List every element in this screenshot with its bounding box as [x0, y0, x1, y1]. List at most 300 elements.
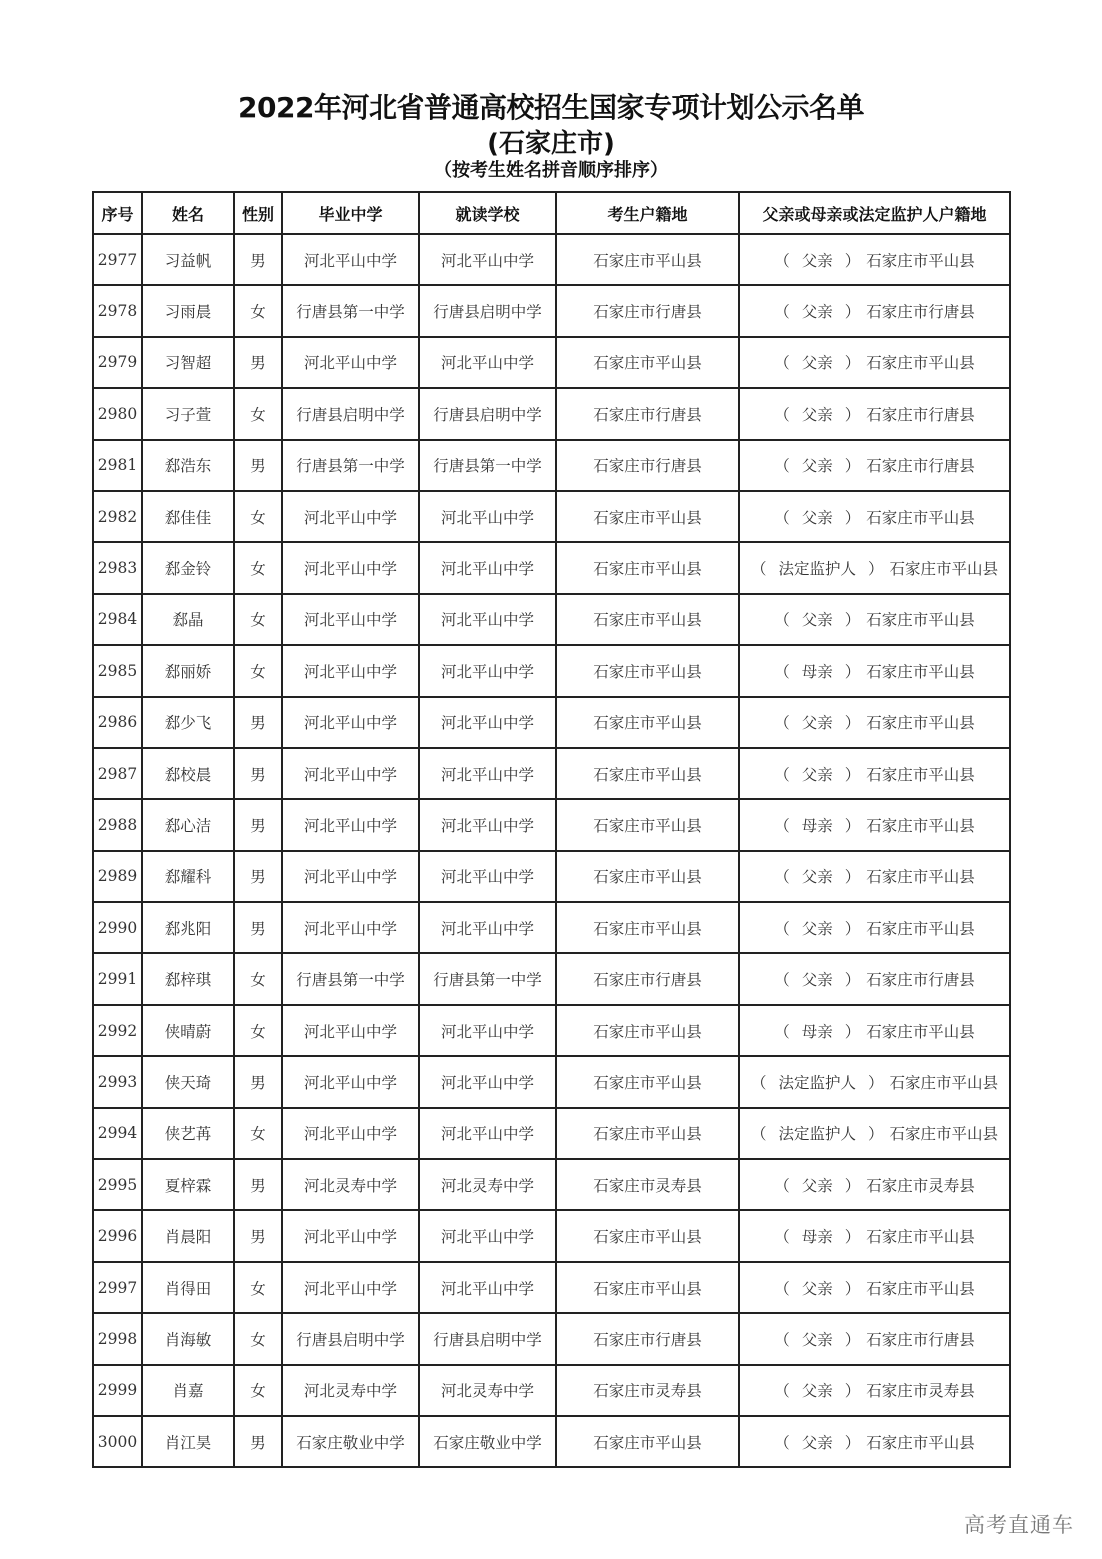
guardian-hukou-value: 石家庄市平山县: [866, 919, 975, 938]
cell-name: 习雨晨: [142, 285, 234, 336]
cell-name: 侠晴蔚: [142, 1005, 234, 1056]
cell-gender: 男: [234, 1210, 282, 1261]
column-header-name: 姓名: [142, 192, 234, 234]
guardian-hukou-value: 石家庄市行唐县: [866, 405, 975, 424]
cell-seq: 2985: [93, 645, 142, 696]
cell-name: 侠天琦: [142, 1056, 234, 1107]
cell-hukou: 石家庄市平山县: [556, 234, 739, 285]
guardian-hukou-value: 石家庄市平山县: [889, 560, 999, 579]
cell-grad-school: 河北平山中学: [282, 1005, 419, 1056]
table-row: [93, 1159, 1010, 1210]
guardian-relation: 法定监护人: [778, 1073, 856, 1092]
cell-current-school: 河北平山中学: [419, 902, 556, 953]
cell-name: 侠艺苒: [142, 1108, 234, 1159]
cell-hukou: 石家庄市平山县: [556, 645, 739, 696]
cell-current-school: 河北平山中学: [419, 491, 556, 542]
paren-open: （: [774, 1176, 790, 1195]
cell-grad-school: 河北平山中学: [282, 491, 419, 542]
cell-hukou: 石家庄市平山县: [556, 1416, 739, 1467]
cell-name: 肖晨阳: [142, 1210, 234, 1261]
guardian-relation: 父亲: [801, 405, 833, 424]
cell-grad-school: 河北平山中学: [282, 902, 419, 953]
paren-close: ）: [844, 611, 861, 630]
cell-gender: 男: [234, 337, 282, 388]
cell-seq: 2997: [93, 1262, 142, 1313]
paren-close: ）: [868, 1125, 884, 1144]
cell-guardian-hukou: [739, 953, 1010, 1004]
cell-seq: 2993: [93, 1056, 142, 1107]
table-row: [93, 1056, 1010, 1107]
paren-close: ）: [844, 508, 861, 527]
table-row: [93, 388, 1010, 439]
cell-gender: 女: [234, 953, 282, 1004]
document-subtitle: (石家庄市): [487, 129, 615, 159]
column-header-current-school: 就读学校: [419, 192, 556, 234]
cell-seq: 2978: [93, 285, 142, 336]
guardian-relation: 母亲: [801, 816, 833, 835]
guardian-hukou-value: 石家庄市平山县: [866, 765, 975, 784]
column-header-grad-school: 毕业中学: [282, 192, 419, 234]
cell-hukou: 石家庄市平山县: [556, 491, 739, 542]
table-row: [93, 1416, 1010, 1467]
cell-gender: 男: [234, 799, 282, 850]
cell-grad-school: 河北平山中学: [282, 799, 419, 850]
guardian-relation: 父亲: [801, 1330, 833, 1349]
paren-close: ）: [844, 1279, 861, 1298]
cell-name: 郄心洁: [142, 799, 234, 850]
table-row: [93, 902, 1010, 953]
guardian-relation: 父亲: [801, 611, 833, 630]
guardian-hukou-value: 石家庄市灵寿县: [866, 1382, 975, 1401]
table-row: [93, 440, 1010, 491]
cell-grad-school: 河北平山中学: [282, 697, 419, 748]
guardian-hukou-value: 石家庄市行唐县: [866, 457, 975, 476]
cell-current-school: 河北平山中学: [419, 748, 556, 799]
cell-current-school: 行唐县启明中学: [419, 388, 556, 439]
cell-grad-school: 行唐县启明中学: [282, 388, 419, 439]
cell-current-school: 河北平山中学: [419, 337, 556, 388]
cell-guardian-hukou: [739, 851, 1010, 902]
paren-open: （: [774, 971, 790, 990]
cell-current-school: 河北平山中学: [419, 1056, 556, 1107]
cell-guardian-hukou: [739, 542, 1010, 593]
table-row: [93, 697, 1010, 748]
cell-hukou: 石家庄市平山县: [556, 1262, 739, 1313]
cell-gender: 女: [234, 285, 282, 336]
guardian-hukou-value: 石家庄市平山县: [866, 508, 975, 527]
cell-seq: 2995: [93, 1159, 142, 1210]
cell-current-school: 河北平山中学: [419, 851, 556, 902]
table-row: [93, 234, 1010, 285]
cell-seq: 2983: [93, 542, 142, 593]
cell-guardian-hukou: [739, 697, 1010, 748]
cell-name: 郄丽娇: [142, 645, 234, 696]
cell-current-school: 河北平山中学: [419, 594, 556, 645]
paren-close: ）: [844, 251, 861, 270]
paren-open: （: [774, 816, 790, 835]
cell-name: 习智超: [142, 337, 234, 388]
cell-grad-school: 行唐县第一中学: [282, 440, 419, 491]
cell-guardian-hukou: [739, 1313, 1010, 1364]
paren-open: （: [750, 560, 767, 579]
guardian-hukou-value: 石家庄市平山县: [866, 354, 975, 373]
cell-seq: 2992: [93, 1005, 142, 1056]
cell-gender: 女: [234, 1365, 282, 1416]
table-row: [93, 1313, 1010, 1364]
paren-open: （: [774, 508, 790, 527]
guardian-hukou-value: 石家庄市行唐县: [866, 1330, 975, 1349]
cell-seq: 2988: [93, 799, 142, 850]
cell-seq: 2994: [93, 1108, 142, 1159]
cell-guardian-hukou: [739, 285, 1010, 336]
guardian-hukou-value: 石家庄市平山县: [866, 1433, 975, 1452]
cell-gender: 女: [234, 645, 282, 696]
cell-grad-school: 河北灵寿中学: [282, 1365, 419, 1416]
guardian-relation: 法定监护人: [778, 560, 856, 579]
paren-close: ）: [844, 816, 861, 835]
cell-seq: 2984: [93, 594, 142, 645]
guardian-hukou-value: 石家庄市平山县: [889, 1125, 999, 1144]
cell-grad-school: 河北平山中学: [282, 1210, 419, 1261]
cell-current-school: 河北平山中学: [419, 799, 556, 850]
cell-grad-school: 行唐县第一中学: [282, 953, 419, 1004]
paren-open: （: [774, 405, 790, 424]
cell-name: 郄兆阳: [142, 902, 234, 953]
paren-close: ）: [844, 303, 861, 322]
cell-grad-school: 河北平山中学: [282, 851, 419, 902]
cell-seq: 2987: [93, 748, 142, 799]
table-row: [93, 542, 1010, 593]
cell-seq: 2996: [93, 1210, 142, 1261]
cell-guardian-hukou: [739, 491, 1010, 542]
cell-name: 肖得田: [142, 1262, 234, 1313]
cell-current-school: 河北平山中学: [419, 1210, 556, 1261]
guardian-relation: 父亲: [801, 303, 833, 322]
cell-name: 夏梓霖: [142, 1159, 234, 1210]
cell-guardian-hukou: [739, 234, 1010, 285]
guardian-hukou-value: 石家庄市平山县: [866, 816, 975, 835]
paren-close: ）: [844, 971, 861, 990]
paren-open: （: [774, 251, 790, 270]
guardian-relation: 母亲: [801, 1228, 833, 1247]
cell-hukou: 石家庄市行唐县: [556, 440, 739, 491]
paren-close: ）: [844, 1176, 861, 1195]
paren-close: ）: [844, 1330, 861, 1349]
cell-seq: 2979: [93, 337, 142, 388]
cell-hukou: 石家庄市平山县: [556, 1108, 739, 1159]
table-row: [93, 1365, 1010, 1416]
paren-open: （: [774, 714, 790, 733]
cell-gender: 女: [234, 1262, 282, 1313]
column-header-guardian-hukou: 父亲或母亲或法定监护人户籍地: [739, 192, 1010, 234]
paren-close: ）: [844, 457, 861, 476]
cell-gender: 女: [234, 542, 282, 593]
guardian-relation: 父亲: [801, 868, 833, 887]
table-body: [93, 234, 1010, 1467]
cell-name: 郄校晨: [142, 748, 234, 799]
cell-name: 郄梓琪: [142, 953, 234, 1004]
cell-gender: 女: [234, 1005, 282, 1056]
guardian-relation: 法定监护人: [778, 1125, 856, 1144]
cell-guardian-hukou: [739, 748, 1010, 799]
cell-guardian-hukou: [739, 1056, 1010, 1107]
cell-name: 郄耀科: [142, 851, 234, 902]
cell-name: 肖江昊: [142, 1416, 234, 1467]
cell-current-school: 行唐县启明中学: [419, 1313, 556, 1364]
cell-hukou: 石家庄市行唐县: [556, 285, 739, 336]
cell-name: 郄少飞: [142, 697, 234, 748]
cell-guardian-hukou: [739, 440, 1010, 491]
cell-hukou: 石家庄市平山县: [556, 1210, 739, 1261]
cell-current-school: 行唐县启明中学: [419, 285, 556, 336]
paren-open: （: [774, 354, 790, 373]
paren-close: ）: [844, 919, 861, 938]
paren-close: ）: [868, 560, 884, 579]
column-header-seq: 序号: [93, 192, 142, 234]
table-row: [93, 491, 1010, 542]
guardian-hukou-value: 石家庄市平山县: [866, 251, 975, 270]
cell-grad-school: 河北平山中学: [282, 594, 419, 645]
cell-gender: 男: [234, 1159, 282, 1210]
table-row: [93, 1005, 1010, 1056]
guardian-hukou-value: 石家庄市平山县: [866, 714, 975, 733]
cell-guardian-hukou: [739, 645, 1010, 696]
cell-guardian-hukou: [739, 799, 1010, 850]
cell-current-school: 河北灵寿中学: [419, 1365, 556, 1416]
guardian-hukou-value: 石家庄市灵寿县: [866, 1176, 975, 1195]
cell-current-school: 河北平山中学: [419, 1005, 556, 1056]
paren-close: ）: [844, 1382, 861, 1401]
cell-gender: 男: [234, 234, 282, 285]
cell-guardian-hukou: [739, 1005, 1010, 1056]
table-row: [93, 1108, 1010, 1159]
guardian-relation: 父亲: [801, 1433, 833, 1452]
guardian-relation: 父亲: [801, 1176, 833, 1195]
cell-guardian-hukou: [739, 1262, 1010, 1313]
cell-grad-school: 河北灵寿中学: [282, 1159, 419, 1210]
cell-current-school: 河北灵寿中学: [419, 1159, 556, 1210]
cell-hukou: 石家庄市平山县: [556, 1005, 739, 1056]
cell-name: 郄金铃: [142, 542, 234, 593]
cell-hukou: 石家庄市平山县: [556, 851, 739, 902]
guardian-hukou-value: 石家庄市平山县: [889, 1073, 999, 1092]
table-row: [93, 285, 1010, 336]
cell-seq: 2982: [93, 491, 142, 542]
paren-open: （: [774, 611, 790, 630]
column-header-gender: 性别: [234, 192, 282, 234]
cell-name: 郄佳佳: [142, 491, 234, 542]
table-row: [93, 1262, 1010, 1313]
cell-seq: 3000: [93, 1416, 142, 1467]
cell-hukou: 石家庄市行唐县: [556, 953, 739, 1004]
paren-open: （: [774, 1433, 790, 1452]
cell-hukou: 石家庄市平山县: [556, 799, 739, 850]
paren-open: （: [774, 765, 790, 784]
cell-seq: 2980: [93, 388, 142, 439]
cell-current-school: 行唐县第一中学: [419, 953, 556, 1004]
cell-grad-school: 河北平山中学: [282, 1056, 419, 1107]
cell-seq: 2991: [93, 953, 142, 1004]
cell-guardian-hukou: [739, 1210, 1010, 1261]
cell-gender: 男: [234, 851, 282, 902]
cell-guardian-hukou: [739, 388, 1010, 439]
cell-seq: 2998: [93, 1313, 142, 1364]
cell-grad-school: 河北平山中学: [282, 337, 419, 388]
sort-note: （按考生姓名拼音顺序排序）: [434, 160, 668, 181]
guardian-relation: 父亲: [801, 457, 833, 476]
cell-guardian-hukou: [739, 594, 1010, 645]
document-title: 2022年河北省普通高校招生国家专项计划公示名单: [238, 91, 864, 124]
cell-hukou: 石家庄市平山县: [556, 697, 739, 748]
cell-hukou: 石家庄市灵寿县: [556, 1159, 739, 1210]
cell-seq: 2981: [93, 440, 142, 491]
cell-name: 习益帆: [142, 234, 234, 285]
cell-current-school: 行唐县第一中学: [419, 440, 556, 491]
column-header-hukou: 考生户籍地: [556, 192, 739, 234]
guardian-relation: 父亲: [801, 1279, 833, 1298]
guardian-relation: 父亲: [801, 919, 833, 938]
paren-open: （: [774, 303, 790, 322]
cell-hukou: 石家庄市平山县: [556, 1056, 739, 1107]
cell-gender: 女: [234, 388, 282, 439]
paren-open: （: [774, 1330, 790, 1349]
cell-hukou: 石家庄市平山县: [556, 902, 739, 953]
guardian-relation: 母亲: [801, 662, 833, 681]
cell-grad-school: 行唐县第一中学: [282, 285, 419, 336]
cell-guardian-hukou: [739, 1159, 1010, 1210]
cell-grad-school: 河北平山中学: [282, 1108, 419, 1159]
cell-seq: 2977: [93, 234, 142, 285]
cell-name: 郄晶: [142, 594, 234, 645]
guardian-relation: 母亲: [801, 1022, 833, 1041]
cell-hukou: 石家庄市平山县: [556, 542, 739, 593]
paren-open: （: [774, 457, 790, 476]
cell-guardian-hukou: [739, 337, 1010, 388]
paren-open: （: [774, 1382, 790, 1401]
cell-grad-school: 河北平山中学: [282, 645, 419, 696]
guardian-relation: 父亲: [801, 971, 833, 990]
cell-current-school: 河北平山中学: [419, 1262, 556, 1313]
cell-seq: 2986: [93, 697, 142, 748]
paren-close: ）: [844, 405, 861, 424]
table-row: [93, 748, 1010, 799]
cell-grad-school: 石家庄敬业中学: [282, 1416, 419, 1467]
cell-current-school: 河北平山中学: [419, 234, 556, 285]
table-header-row: [93, 192, 1010, 234]
cell-guardian-hukou: [739, 1416, 1010, 1467]
paren-close: ）: [844, 1433, 861, 1452]
cell-gender: 男: [234, 1056, 282, 1107]
guardian-relation: 父亲: [801, 508, 833, 527]
table-row: [93, 594, 1010, 645]
guardian-relation: 父亲: [801, 251, 833, 270]
cell-name: 肖嘉: [142, 1365, 234, 1416]
paren-close: ）: [844, 868, 861, 887]
cell-gender: 男: [234, 1416, 282, 1467]
cell-grad-school: 行唐县启明中学: [282, 1313, 419, 1364]
roster-table: [92, 191, 1011, 1468]
cell-grad-school: 河北平山中学: [282, 1262, 419, 1313]
paren-close: ）: [844, 765, 861, 784]
cell-name: 郄浩东: [142, 440, 234, 491]
cell-gender: 女: [234, 491, 282, 542]
guardian-hukou-value: 石家庄市平山县: [866, 1228, 975, 1247]
guardian-hukou-value: 石家庄市平山县: [866, 662, 975, 681]
paren-close: ）: [868, 1073, 884, 1092]
table-row: [93, 645, 1010, 696]
cell-gender: 女: [234, 1313, 282, 1364]
cell-gender: 女: [234, 594, 282, 645]
guardian-hukou-value: 石家庄市平山县: [866, 868, 975, 887]
cell-gender: 男: [234, 748, 282, 799]
cell-name: 肖海敏: [142, 1313, 234, 1364]
paren-open: （: [750, 1073, 767, 1092]
guardian-relation: 父亲: [801, 765, 833, 784]
paren-open: （: [774, 1279, 790, 1298]
paren-close: ）: [844, 1228, 861, 1247]
cell-hukou: 石家庄市平山县: [556, 748, 739, 799]
cell-hukou: 石家庄市平山县: [556, 337, 739, 388]
cell-current-school: 河北平山中学: [419, 645, 556, 696]
guardian-relation: 父亲: [801, 714, 833, 733]
paren-close: ）: [844, 354, 861, 373]
guardian-relation: 父亲: [801, 1382, 833, 1401]
cell-current-school: 河北平山中学: [419, 542, 556, 593]
paren-open: （: [750, 1125, 767, 1144]
guardian-hukou-value: 石家庄市行唐县: [866, 971, 975, 990]
cell-guardian-hukou: [739, 902, 1010, 953]
paren-open: （: [774, 919, 790, 938]
guardian-hukou-value: 石家庄市平山县: [866, 1022, 975, 1041]
paren-open: （: [774, 1228, 790, 1247]
cell-gender: 女: [234, 1108, 282, 1159]
cell-current-school: 河北平山中学: [419, 1108, 556, 1159]
cell-gender: 男: [234, 440, 282, 491]
cell-seq: 2999: [93, 1365, 142, 1416]
table-row: [93, 799, 1010, 850]
cell-grad-school: 河北平山中学: [282, 542, 419, 593]
cell-guardian-hukou: [739, 1108, 1010, 1159]
cell-hukou: 石家庄市灵寿县: [556, 1365, 739, 1416]
table-row: [93, 953, 1010, 1004]
guardian-relation: 父亲: [801, 354, 833, 373]
cell-gender: 男: [234, 902, 282, 953]
cell-grad-school: 河北平山中学: [282, 748, 419, 799]
cell-seq: 2990: [93, 902, 142, 953]
cell-grad-school: 河北平山中学: [282, 234, 419, 285]
table-row: [93, 1210, 1010, 1261]
cell-current-school: 石家庄敬业中学: [419, 1416, 556, 1467]
cell-current-school: 河北平山中学: [419, 697, 556, 748]
cell-seq: 2989: [93, 851, 142, 902]
paren-open: （: [774, 662, 790, 681]
cell-gender: 男: [234, 697, 282, 748]
paren-close: ）: [844, 714, 861, 733]
paren-close: ）: [844, 662, 861, 681]
guardian-hukou-value: 石家庄市行唐县: [866, 303, 975, 322]
cell-hukou: 石家庄市平山县: [556, 594, 739, 645]
paren-open: （: [774, 1022, 790, 1041]
cell-hukou: 石家庄市行唐县: [556, 1313, 739, 1364]
cell-name: 习子萱: [142, 388, 234, 439]
table-row: [93, 337, 1010, 388]
paren-open: （: [774, 868, 790, 887]
guardian-hukou-value: 石家庄市平山县: [866, 611, 975, 630]
guardian-hukou-value: 石家庄市平山县: [866, 1279, 975, 1298]
watermark: 高考直通车: [964, 1513, 1074, 1537]
cell-guardian-hukou: [739, 1365, 1010, 1416]
paren-close: ）: [844, 1022, 861, 1041]
